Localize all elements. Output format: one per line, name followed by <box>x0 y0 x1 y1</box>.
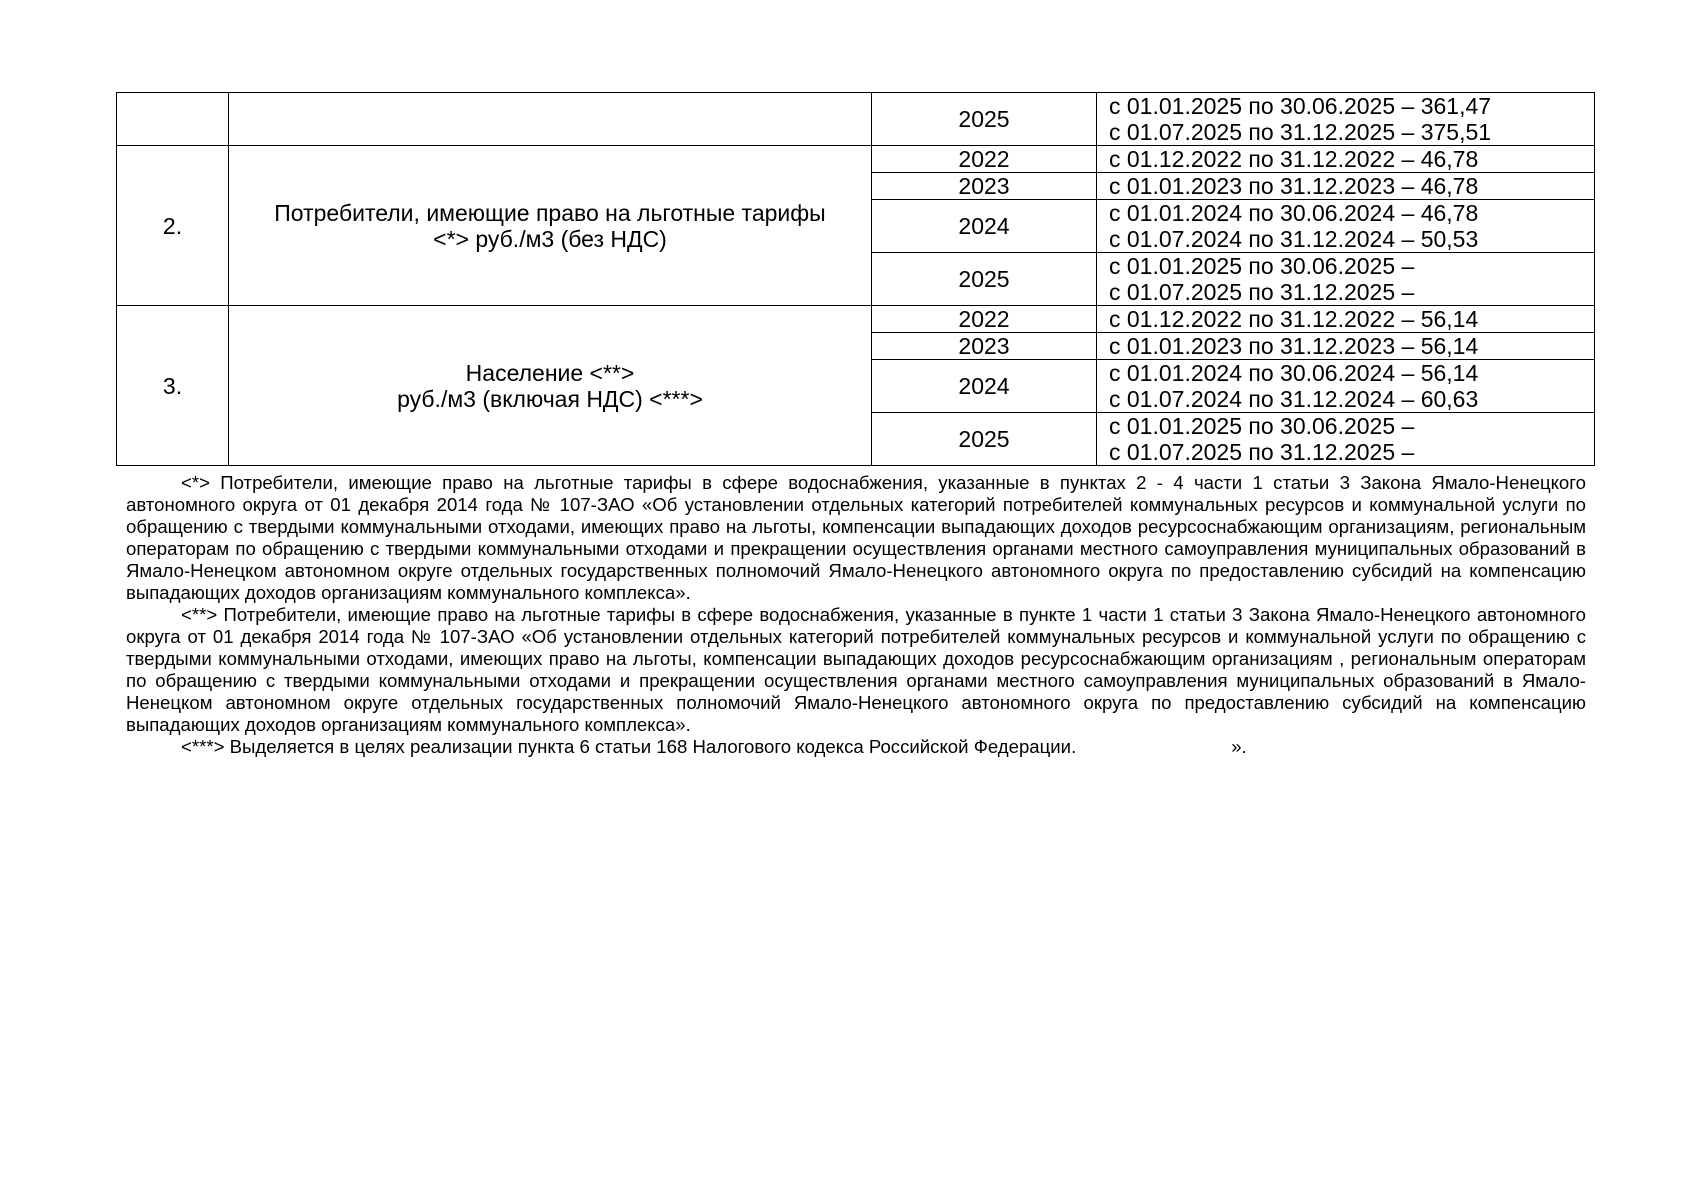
tariff-line: с 01.01.2023 по 31.12.2023 – 56,14 <box>1109 333 1479 359</box>
tariff-line: с 01.07.2024 по 31.12.2024 – 50,53 <box>1109 226 1479 252</box>
table-row <box>117 146 1595 173</box>
consumer-category <box>229 306 872 466</box>
year-cell: 2023 <box>872 173 1097 200</box>
table-row <box>117 93 1595 146</box>
tariff-line: с 01.01.2024 по 30.06.2024 – 46,78 <box>1109 200 1479 226</box>
category-line: Население <**> <box>465 359 635 386</box>
footnotes <box>126 472 1586 758</box>
tariff-line: с 01.07.2024 по 31.12.2024 – 60,63 <box>1109 386 1479 412</box>
footnote-double-asterisk: <**> Потребители, имеющие право на льготные тарифы в сфере водоснабжения, указанные в пункте 1 части 1 статьи 3 Закона Ямало-Ненецкого автономного округа от 01 декабря 2014 года № 107-ЗАО «Об установлении отдельных категорий потребителей коммунальных ресурсов и коммунальной услуги по обращению с твердыми коммунальными отходами, имеющих право на льготы, компенсации выпадающих доходов ресурсоснабжающим организациям , региональным операторам по обращению с твердыми коммунальными отходами и прекращении осуществления органами местного самоуправления муниципальных образований в Ямало-Ненецком автономном округе отдельных государственных полномочий Ямало-Ненецкого автономного округа по предоставлению субсидий на компенсацию выпадающих доходов организациям коммунального комплекса». <box>126 604 1586 735</box>
tariff-period-cell <box>1097 413 1595 466</box>
tariff-line: с 01.07.2025 по 31.12.2025 – 375,51 <box>1109 119 1492 145</box>
tariff-period-cell <box>1097 360 1595 413</box>
tariff-line: с 01.01.2024 по 30.06.2024 – 56,14 <box>1109 360 1479 386</box>
tariff-line: с 01.07.2025 по 31.12.2025 – <box>1109 279 1415 305</box>
year-cell: 2024 <box>872 200 1097 253</box>
year-cell: 2024 <box>872 360 1097 413</box>
category-line: руб./м3 (включая НДС) <***> <box>397 385 703 412</box>
row-number <box>117 93 229 146</box>
table-row <box>117 306 1595 333</box>
footnote-triple-asterisk: <***> Выделяется в целях реализации пункта 6 статьи 168 Налогового кодекса Российской Федерации. ». <box>181 736 1247 757</box>
tariff-period-cell <box>1097 146 1595 173</box>
footnote-single-asterisk: <*> Потребители, имеющие право на льготные тарифы в сфере водоснабжения, указанные в пунктах 2 - 4 части 1 статьи 3 Закона Ямало-Ненецкого автономного округа от 01 декабря 2014 года № 107-ЗАО «Об установлении отдельных категорий потребителей коммунальных ресурсов и коммунальной услуги по обращению с твердыми коммунальными отходами, имеющих право на льготы, компенсации выпадающих доходов ресурсоснабжающим организациям, региональным операторам по обращению с твердыми коммунальными отходами и прекращении осуществления органами местного самоуправления муниципальных образований в Ямало-Ненецком автономном округе отдельных государственных полномочий Ямало-Ненецкого автономного округа по предоставлению субсидий на компенсацию выпадающих доходов организациям коммунального комплекса». <box>126 472 1586 603</box>
tariff-line: с 01.01.2023 по 31.12.2023 – 46,78 <box>1109 173 1479 199</box>
tariff-line: с 01.01.2025 по 30.06.2025 – <box>1109 253 1415 279</box>
consumer-category <box>229 93 872 146</box>
tariff-line: с 01.01.2025 по 30.06.2025 – 361,47 <box>1109 93 1492 119</box>
tariff-line: с 01.07.2025 по 31.12.2025 – <box>1109 439 1415 465</box>
tariff-period-cell <box>1097 173 1595 200</box>
tariff-period-cell <box>1097 253 1595 306</box>
year-cell: 2025 <box>872 253 1097 306</box>
row-number: 2. <box>117 146 229 306</box>
year-cell: 2022 <box>872 306 1097 333</box>
tariff-period-cell <box>1097 200 1595 253</box>
year-cell: 2025 <box>872 413 1097 466</box>
tariff-period-cell <box>1097 93 1595 146</box>
tariff-line: с 01.12.2022 по 31.12.2022 – 56,14 <box>1109 306 1479 332</box>
consumer-category <box>229 146 872 306</box>
category-line: <*> руб./м3 (без НДС) <box>433 225 667 252</box>
tariff-period-cell <box>1097 306 1595 333</box>
year-cell: 2022 <box>872 146 1097 173</box>
year-cell: 2023 <box>872 333 1097 360</box>
tariff-line: с 01.01.2025 по 30.06.2025 – <box>1109 413 1415 439</box>
tariff-line: с 01.12.2022 по 31.12.2022 – 46,78 <box>1109 146 1479 172</box>
category-line: Потребители, имеющие право на льготные тарифы <box>274 199 826 226</box>
year-cell: 2025 <box>872 93 1097 146</box>
tariff-table <box>116 92 1595 466</box>
row-number: 3. <box>117 306 229 466</box>
tariff-period-cell <box>1097 333 1595 360</box>
